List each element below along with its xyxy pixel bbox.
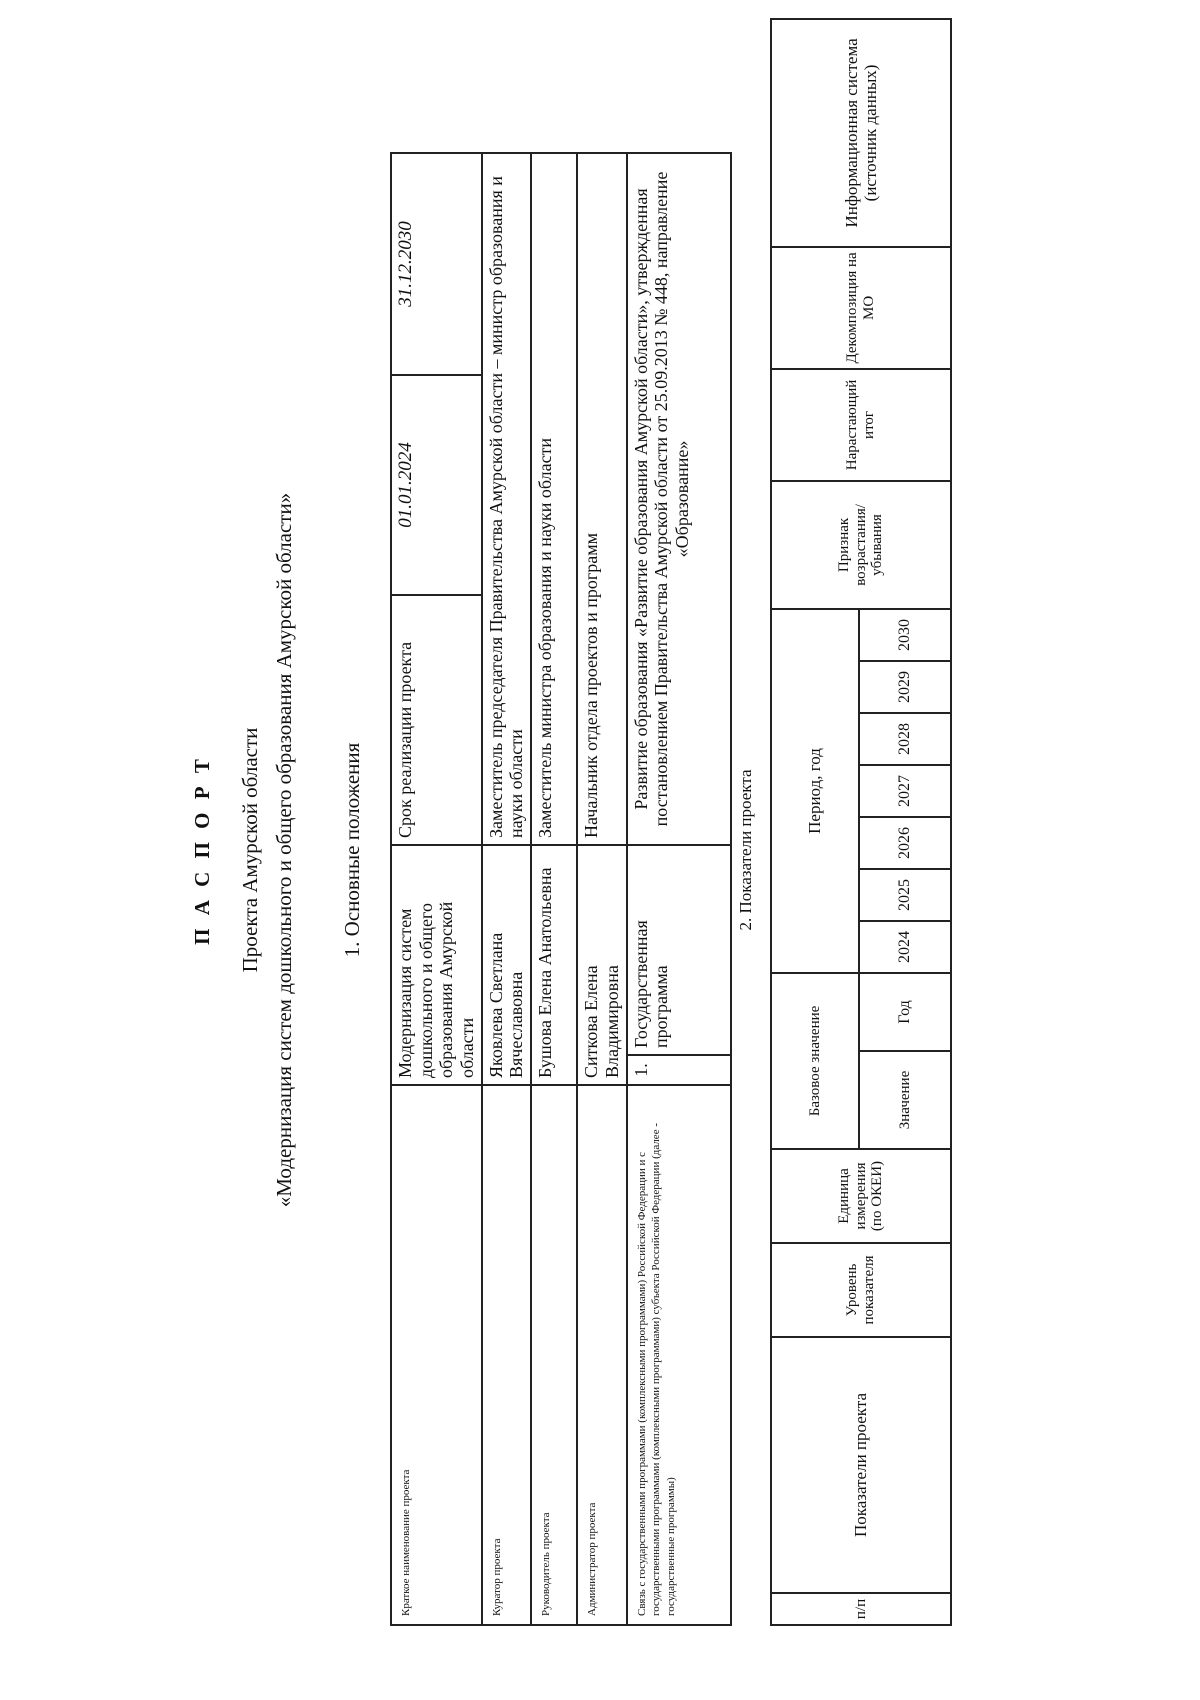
col-header-unit: Единица измерения (по ОКЕИ): [771, 1149, 951, 1243]
short-name-label: Краткое наименование проекта: [391, 1085, 482, 1625]
col-header-trend: Признак возрастания/убывания: [771, 481, 951, 609]
head-position: Заместитель министра образования и науки области: [531, 153, 577, 845]
col-header-base: Базовое значение: [771, 973, 859, 1149]
period-end: 31.12.2030: [391, 153, 482, 375]
section-2-title: 2. Показатели проекта: [736, 769, 755, 931]
col-header-base-value: Значение: [859, 1051, 951, 1149]
document-subtitle-project: «Модернизация систем дошкольного и общего образования Амурской области»: [272, 492, 296, 1208]
basic-provisions-table: [390, 152, 732, 1626]
admin-position: Начальник отдела проектов и программ: [577, 153, 626, 845]
document-title: П А С П О Р Т: [190, 755, 214, 945]
col-header-year: 2029: [859, 661, 951, 713]
table-row: [577, 153, 626, 1625]
short-name-value: Модернизация систем дошкольного и общего образования Амурской области: [391, 845, 482, 1085]
program-link-type: Государственная программа: [627, 845, 731, 1055]
table-row: [531, 153, 577, 1625]
col-header-cumulative: Нарастающий итог: [771, 369, 951, 481]
admin-label: Администратор проекта: [577, 1085, 626, 1625]
section-1-title: 1. Основные положения: [340, 742, 364, 958]
col-header-info-system: Информационная система (источник данных): [771, 19, 951, 247]
table-row: [482, 153, 531, 1625]
curator-position: Заместитель председателя Правительства Амурской области – министр образования и науки области: [482, 153, 531, 845]
col-header-year: 2027: [859, 765, 951, 817]
admin-name: Ситкова Елена Владимировна: [577, 845, 626, 1085]
col-header-base-year: Год: [859, 973, 951, 1051]
col-header-num: п/п: [771, 1593, 951, 1625]
table-row: [391, 153, 482, 1625]
program-link-number: 1.: [627, 1055, 731, 1085]
program-link-label: Связь с государственными программами (комплексными программами) Российской Федерации и с государственными программами (комплексными программами) субъекта Российской Федерации (далее - государственные программы): [627, 1085, 731, 1625]
col-header-year: 2024: [859, 921, 951, 973]
head-label: Руководитель проекта: [531, 1085, 577, 1625]
col-header-year: 2028: [859, 713, 951, 765]
program-link-value: Развитие образования «Развитие образования Амурской области», утвержденная постановлением Правительства Амурской области от 25.09.2013 № 448, направление «Образование»: [627, 153, 731, 845]
curator-label: Куратор проекта: [482, 1085, 531, 1625]
col-header-year: 2026: [859, 817, 951, 869]
col-header-year: 2025: [859, 869, 951, 921]
table-header-row: [771, 19, 859, 1625]
col-header-year: 2030: [859, 609, 951, 661]
period-label: Срок реализации проекта: [391, 595, 482, 845]
curator-name: Яковлева Светлана Вячеславовна: [482, 845, 531, 1085]
col-header-level: Уровень показателя: [771, 1243, 951, 1337]
document-subtitle-region: Проекта Амурской области: [238, 727, 262, 973]
col-header-decomposition: Декомпозиция на МО: [771, 247, 951, 369]
period-start: 01.01.2024: [391, 375, 482, 595]
col-header-indicator: Показатели проекта: [771, 1337, 951, 1593]
table-row: [627, 153, 731, 1625]
col-header-period: Период, год: [771, 609, 859, 973]
head-name: Бушова Елена Анатольевна: [531, 845, 577, 1085]
project-indicators-table: [770, 18, 952, 1626]
